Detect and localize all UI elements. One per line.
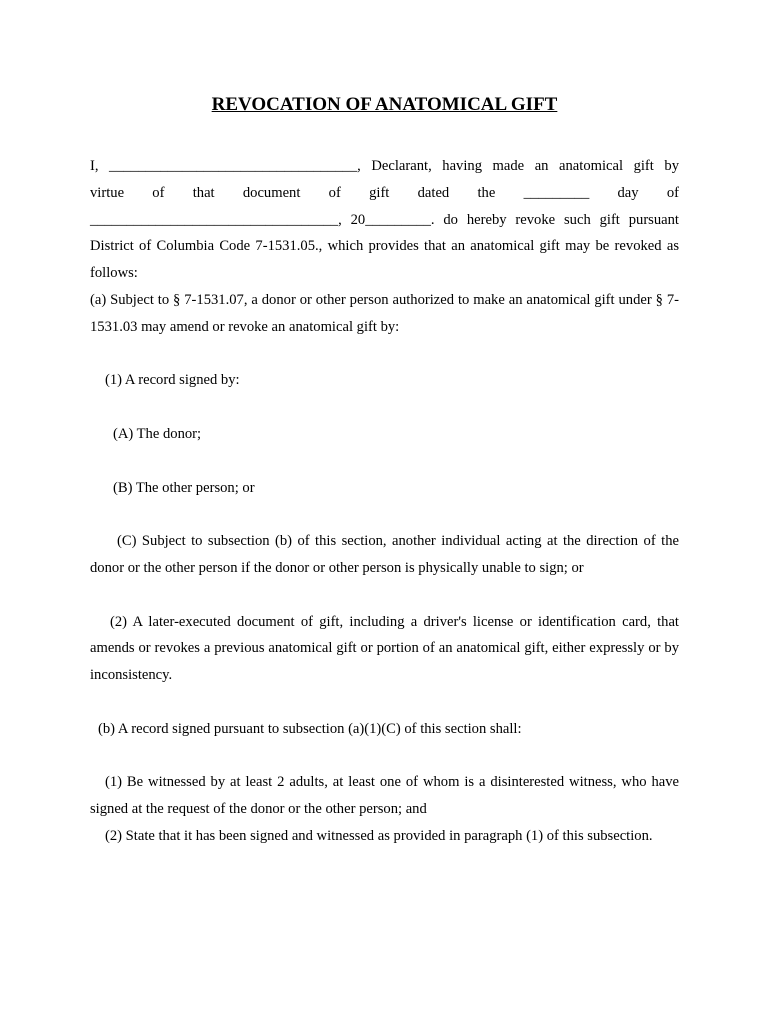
spacer [90, 689, 679, 716]
document-title: REVOCATION OF ANATOMICAL GIFT [211, 94, 558, 115]
item-b1-witnessed: (1) Be witnessed by at least 2 adults, at least one of whom is a disinterested witness, who have signed at the request of the donor or the other person; and [90, 774, 679, 818]
spacer [90, 582, 679, 609]
item-1-record-signed: (1) A record signed by: [105, 372, 240, 389]
item-b2-state-signed: (2) State that it has been signed and witnessed as provided in paragraph (1) of this subsection. [105, 827, 653, 844]
spacer [90, 448, 679, 475]
intro-line-4: District of Columbia Code 7-1531.05., which provides that an anatomical gift may be revoked as [90, 238, 679, 255]
spacer [90, 341, 679, 368]
intro-line-1: I, __________________________________, Declarant, having made an anatomical gift by [90, 158, 679, 174]
paragraph-b: (b) A record signed pursuant to subsection (a)(1)(C) of this section shall: [98, 720, 522, 737]
spacer [90, 394, 679, 421]
item-2-later-executed: (2) A later-executed document of gift, including a driver's license or identification card, that amends or revokes a previous anatomical gift or portion of an anatomical gift, either expressly or by inconsistency. [90, 613, 679, 684]
document-body [90, 153, 679, 850]
intro-line-3: __________________________________, 20_________. do hereby revoke such gift pursuant [90, 211, 679, 228]
item-b-other-person: (B) The other person; or [113, 479, 255, 496]
spacer [90, 743, 679, 770]
paragraph-a: (a) Subject to § 7-1531.07, a donor or other person authorized to make an anatomical gift under § 7-1531.03 may amend or revoke an anatomical gift by: [90, 291, 679, 335]
spacer [90, 501, 679, 528]
item-a-donor: (A) The donor; [113, 425, 202, 442]
intro-line-5: follows: [90, 265, 138, 282]
intro-line-2: virtue of that document of gift dated the _________ day of [90, 184, 679, 201]
item-c-subject-to-subsection: (C) Subject to subsection (b) of this section, another individual acting at the direction of the donor or the other person if the donor or other person is physically unable to sign; or [90, 533, 679, 576]
